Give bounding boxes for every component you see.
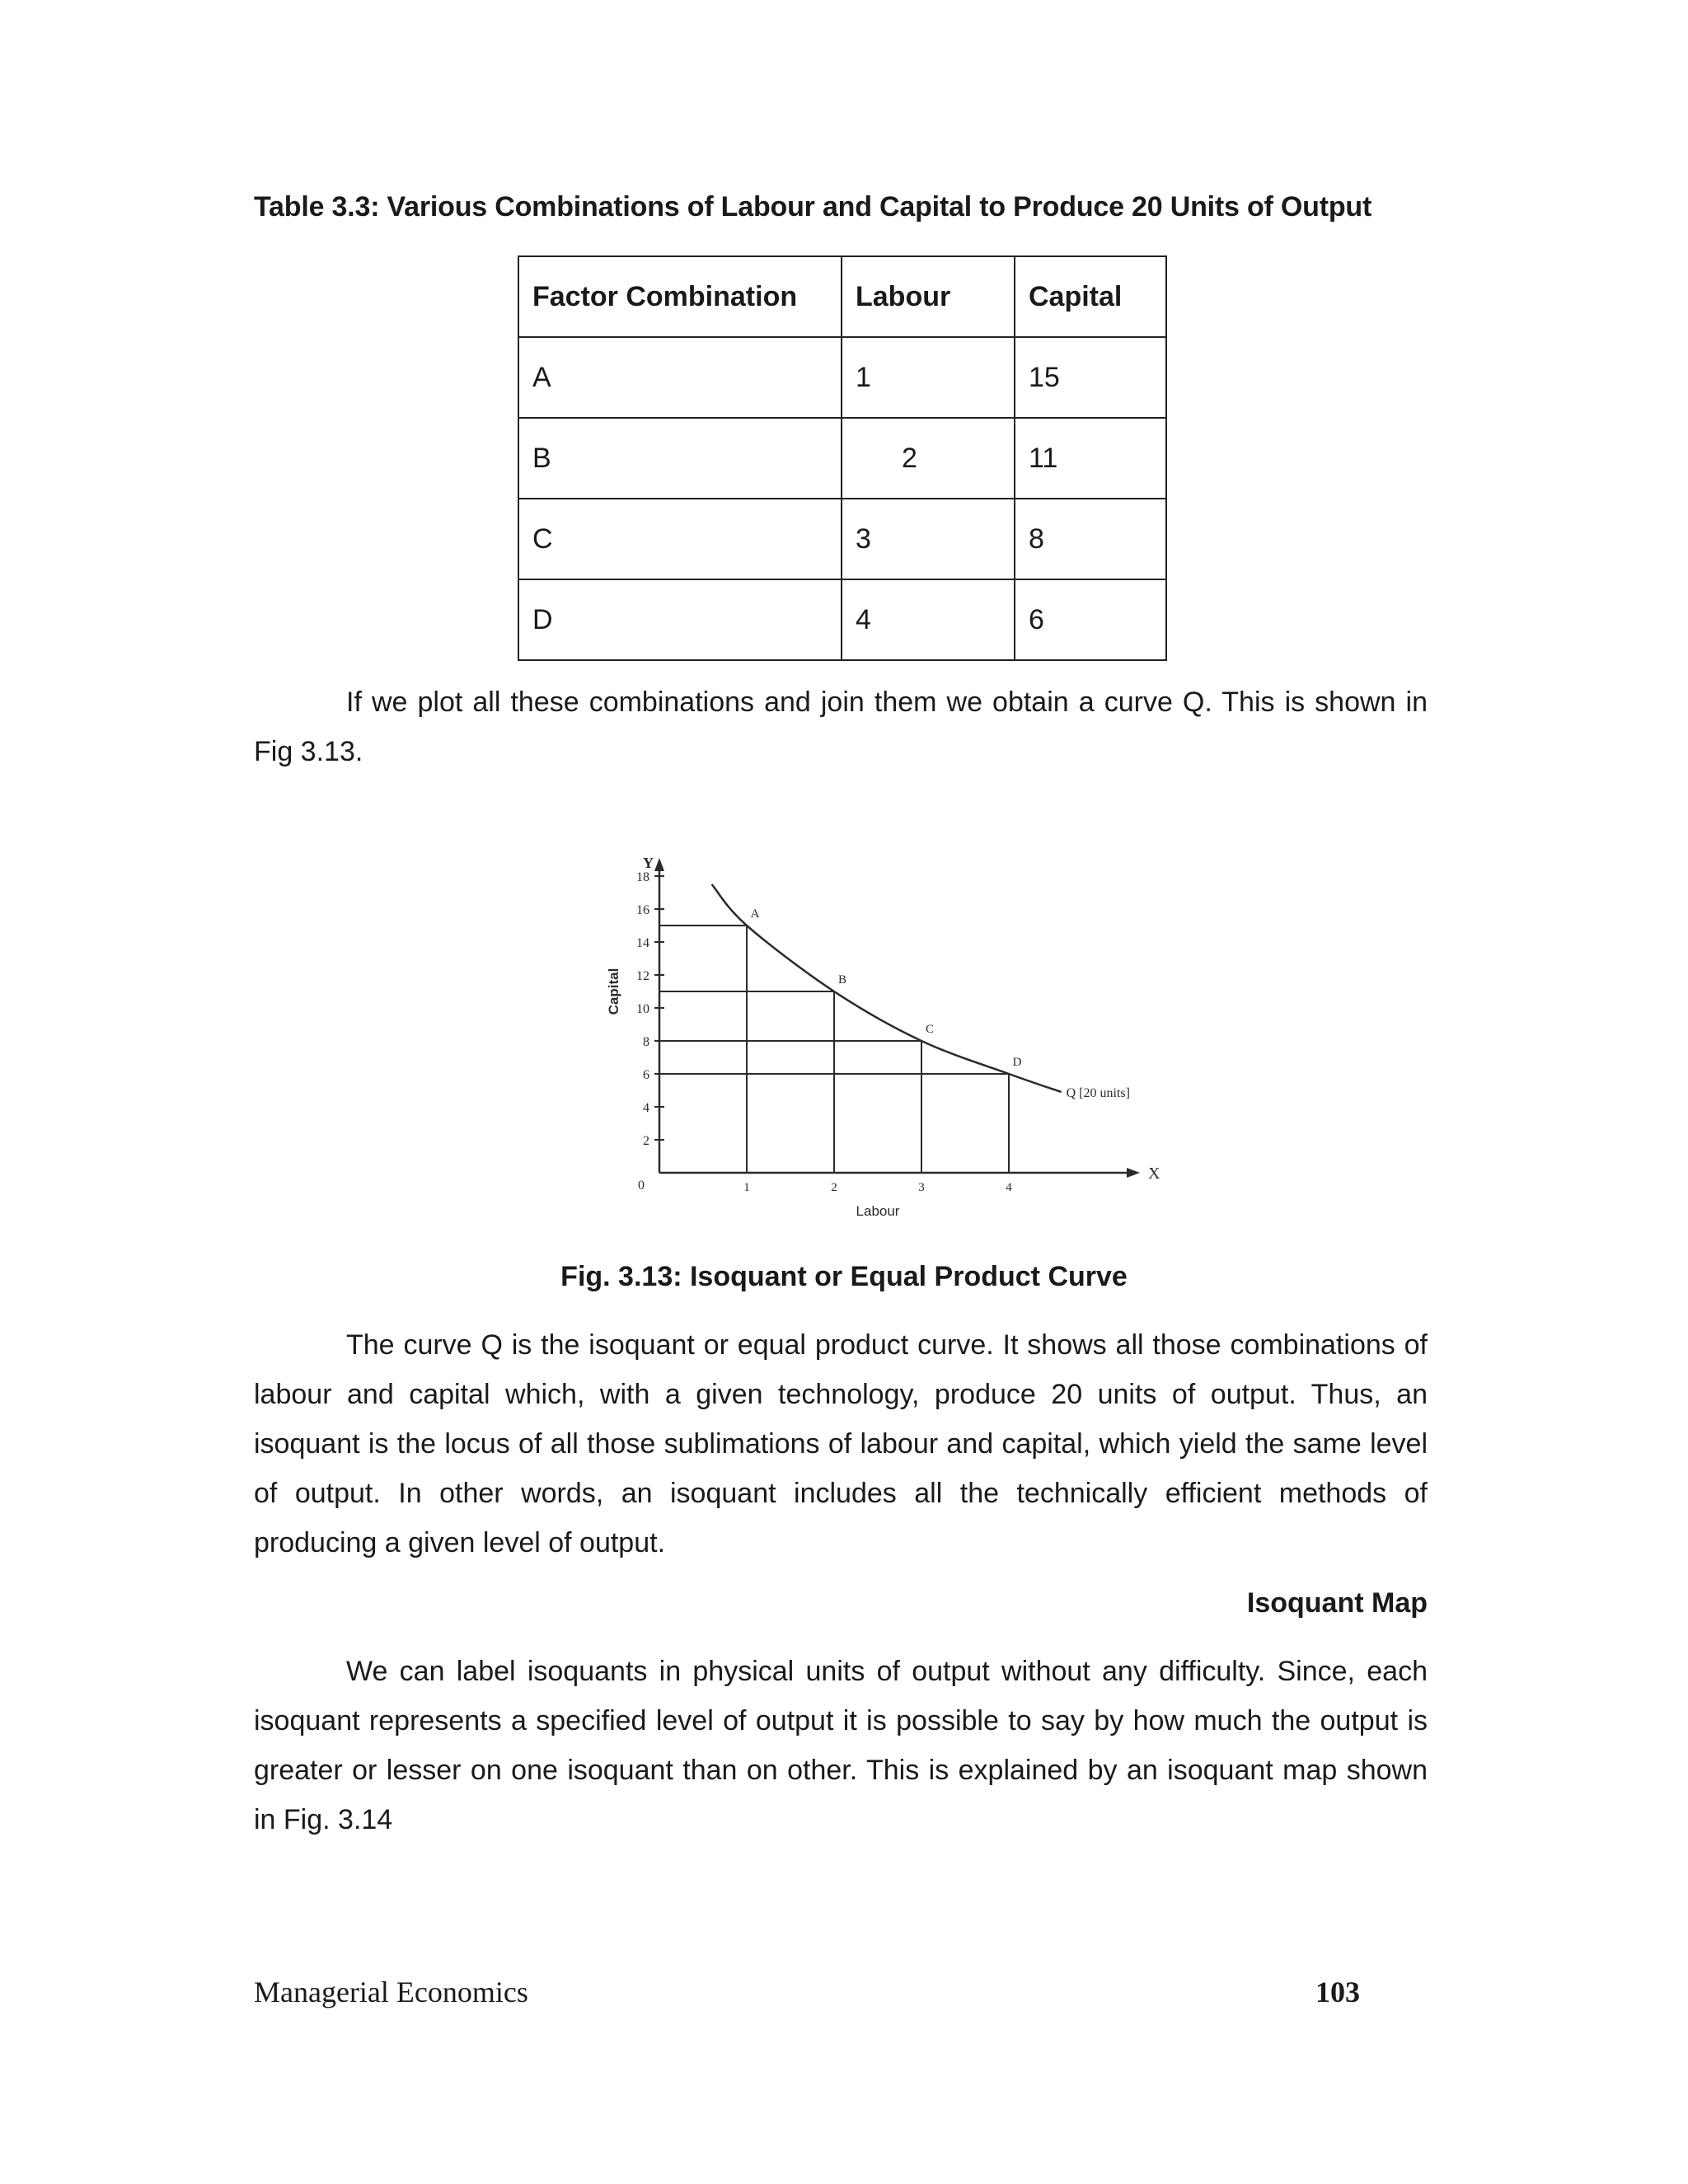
paragraph-isoquant-map <box>254 1647 1428 1844</box>
factor-combination-table <box>518 255 1167 661</box>
table-cell: 1 <box>842 337 1015 418</box>
paragraph-isoquant-definition-text: The curve Q is the isoquant or equal product curve. It shows all those combinations of labour and capital which, with a given technology, produce 20 units of output. Thus, an isoquant is the locus of all those sublimations of labour and capital, which yield the same level of output. In other words, an isoquant includes all the technically efficient methods of producing a given level of output. <box>254 1329 1428 1558</box>
table-row <box>518 418 1166 499</box>
isoquant-figure <box>593 831 1170 1226</box>
x-axis-title: Labour <box>856 1203 900 1219</box>
x-tick-label: 4 <box>1006 1181 1012 1194</box>
y-axis-letter: Y <box>643 855 654 871</box>
x-tick-label: 3 <box>918 1181 925 1194</box>
table-header-row <box>518 256 1166 337</box>
y-tick-label: 4 <box>643 1101 649 1115</box>
table-cell: 3 <box>842 499 1015 579</box>
point-label-b: B <box>837 973 847 987</box>
table-row <box>518 499 1166 579</box>
y-tick-label: 8 <box>643 1035 649 1049</box>
table-cell: 4 <box>842 579 1015 660</box>
y-tick-label: 12 <box>636 969 649 983</box>
paragraph-isoquant-map-text: We can label isoquants in physical units of output without any difficulty. Since, each isoquant represents a specified level of output it is possible to say by how much the output is greater or lesser on one isoquant than on other. This is explained by an isoquant map shown in Fig. 3.14 <box>254 1656 1428 1835</box>
y-tick-label: 18 <box>636 870 649 884</box>
y-tick-label: 16 <box>636 903 649 917</box>
column-header-factor-combination: Factor Combination <box>518 256 842 337</box>
curve-label: Q [20 units] <box>1066 1086 1130 1100</box>
y-tick-label: 14 <box>636 936 649 950</box>
x-tick-label: 1 <box>743 1181 750 1194</box>
column-header-labour: Labour <box>842 256 1015 337</box>
table-cell: B <box>518 418 842 499</box>
table-caption: Table 3.3: Various Combinations of Labour and Capital to Produce 20 Units of Output <box>254 191 1372 223</box>
table-cell: 15 <box>1015 337 1166 418</box>
column-header-capital: Capital <box>1015 256 1166 337</box>
isoquant-chart <box>593 831 1170 1226</box>
figure-caption: Fig. 3.13: Isoquant or Equal Product Curve <box>560 1261 1128 1292</box>
table-cell: 2 <box>842 418 1015 499</box>
isoquant-curve-q <box>712 884 1062 1092</box>
x-tick-label: 2 <box>831 1181 837 1194</box>
footer-page-number: 103 <box>1315 1975 1360 2008</box>
paragraph-isoquant-definition <box>254 1320 1428 1568</box>
table-cell: 6 <box>1015 579 1166 660</box>
paragraph-intro <box>254 677 1428 776</box>
table-cell: 8 <box>1015 499 1166 579</box>
paragraph-intro-text: If we plot all these combinations and join them we obtain a curve Q. This is shown in Fig 3.13. <box>254 687 1428 767</box>
table-cell: C <box>518 499 842 579</box>
table-row <box>518 579 1166 660</box>
table-row <box>518 337 1166 418</box>
y-axis-arrow-icon <box>654 858 664 871</box>
table-cell: A <box>518 337 842 418</box>
table-cell: 11 <box>1015 418 1166 499</box>
y-tick-label: 6 <box>643 1068 649 1082</box>
point-label-d: D <box>1012 1056 1022 1069</box>
point-label-c: C <box>925 1023 935 1036</box>
section-heading-isoquant-map: Isoquant Map <box>1246 1587 1428 1619</box>
point-label-a: A <box>750 907 760 921</box>
footer-book-title: Managerial Economics <box>254 1975 528 2008</box>
origin-label: 0 <box>638 1179 645 1193</box>
y-tick-label: 2 <box>643 1134 649 1148</box>
x-axis-letter: X <box>1148 1165 1160 1183</box>
table-cell: D <box>518 579 842 660</box>
x-axis-arrow-icon <box>1127 1168 1140 1178</box>
y-tick-label: 10 <box>636 1002 649 1016</box>
y-axis-title: Capital <box>606 968 621 1015</box>
